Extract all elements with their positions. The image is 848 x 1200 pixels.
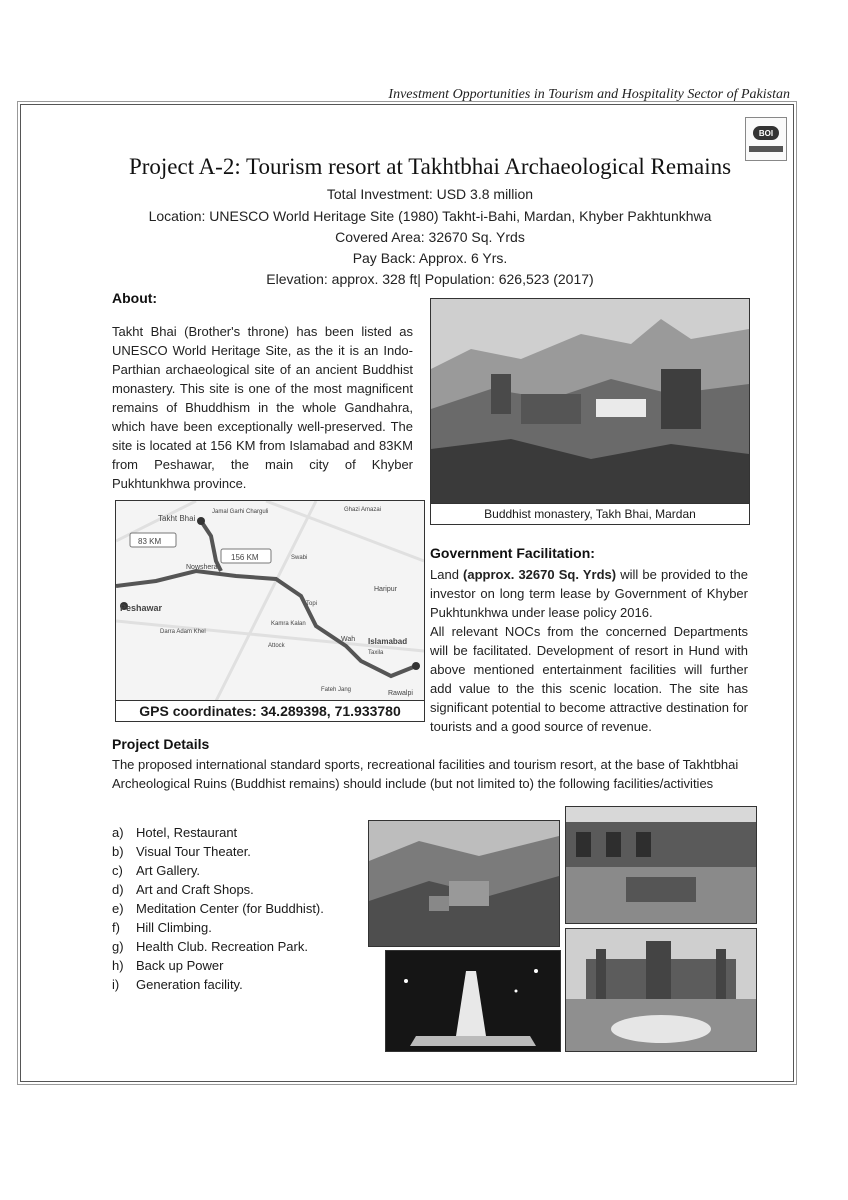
facility-item — [112, 937, 324, 956]
boi-logo-tagline — [749, 146, 783, 152]
map-label-dist-83: 83 KM — [138, 537, 162, 546]
hills-village-photo — [368, 820, 560, 947]
ruins-drawing — [566, 807, 756, 923]
gps-coordinates: GPS coordinates: 34.289398, 71.933780 — [115, 700, 425, 722]
map-label-ghazi: Ghazi Amazai — [344, 507, 382, 513]
route-map-drawing — [116, 501, 424, 701]
facility-text: Art Gallery. — [136, 863, 201, 878]
project-details-text: The proposed international standard sports, recreational facilities and tourism resort, at the base of Takhtbhai Archeological Ruins (Buddhist remains) should include (but not limited to) the following facilities/activities — [112, 757, 739, 791]
facility-item — [112, 975, 324, 994]
facility-item — [112, 842, 324, 861]
map-label-wah: Wah — [341, 636, 356, 643]
facility-text: Visual Tour Theater. — [136, 844, 251, 859]
palace-garden-photo — [565, 928, 757, 1052]
land-prefix: Land — [430, 567, 464, 582]
about-heading: About: — [112, 290, 158, 306]
map-label-dist-156: 156 KM — [231, 553, 259, 562]
project-title: Project A-2: Tourism resort at Takhtbhai Archaeological Remains — [128, 154, 732, 179]
map-label-nowshera: Nowshera — [186, 564, 218, 571]
map-label-haripur: Haripur — [374, 586, 397, 593]
facility-item — [112, 880, 324, 899]
facilitation-heading: Government Facilitation: — [430, 545, 595, 561]
facility-text: Hotel, Restaurant — [136, 825, 238, 840]
map-label-attock: Attock — [268, 643, 285, 649]
facility-marker: i) — [112, 977, 120, 992]
map-label-peshawar: Peshawar — [120, 603, 163, 613]
map-label-dara: Darra Adam Khel — [160, 629, 206, 635]
facility-item — [112, 899, 324, 918]
land-rest: will be provided to the investor on long term lease by Government of Khyber Pukhtunkhwa under lease policy 2016. — [430, 567, 748, 620]
map-label-kamra: Kamra Kalan — [271, 621, 306, 627]
facilitation-noc-text: All relevant NOCs from the concerned Departments will be facilitated. Development of resort in Hund with above mentioned entertainment facilities will further add value to the this scenic location. The site has significant potential to become attractive destination for tourists and a good source of revenue. — [430, 624, 748, 734]
facilities-list — [112, 823, 324, 994]
facility-marker: h) — [112, 958, 124, 973]
facility-marker: c) — [112, 863, 123, 878]
land-area-bold: (approx. 32670 Sq. Yrds) — [463, 567, 617, 582]
ruins-photo — [565, 806, 757, 924]
covered-area: Covered Area: 32670 Sq. Yrds — [335, 229, 525, 245]
project-location: Location: UNESCO World Heritage Site (1980) Takht-i-Bahi, Mardan, Khyber Pakhtunkhwa — [148, 208, 712, 224]
facility-item — [112, 823, 324, 842]
facility-item — [112, 861, 324, 880]
facility-marker: e) — [112, 901, 124, 916]
monastery-photo — [430, 298, 750, 505]
facility-marker: g) — [112, 939, 124, 954]
facility-item — [112, 956, 324, 975]
elevation-population: Elevation: approx. 328 ft| Population: 626,523 (2017) — [266, 271, 594, 287]
facility-text: Health Club. Recreation Park. — [136, 939, 308, 954]
facility-text: Meditation Center (for Buddhist). — [136, 901, 324, 916]
map-label-fateh-jang: Fateh Jang — [321, 687, 352, 693]
facility-marker: b) — [112, 844, 124, 859]
pay-back: Pay Back: Approx. 6 Yrs. — [352, 250, 508, 266]
total-investment: Total Investment: USD 3.8 million — [326, 186, 534, 202]
facility-text: Hill Climbing. — [136, 920, 212, 935]
facility-text: Generation facility. — [136, 977, 243, 992]
map-label-taxila: Taxila — [368, 650, 384, 656]
facility-text: Art and Craft Shops. — [136, 882, 254, 897]
facilitation-land-text — [430, 565, 748, 622]
night-monument-photo — [385, 950, 561, 1052]
boi-logo-badge: BOI — [753, 126, 779, 140]
map-label-jamal-garhi: Jamal Garhi Charguli — [212, 509, 269, 515]
facility-item — [112, 918, 324, 937]
map-label-takht-bhai: Takht Bhai — [158, 514, 196, 523]
map-label-rawalpindi: Rawalpi — [388, 690, 413, 697]
route-map — [115, 500, 425, 702]
hills-village-drawing — [369, 821, 559, 946]
facility-marker: d) — [112, 882, 124, 897]
facility-marker: f) — [112, 920, 120, 935]
palace-garden-drawing — [566, 929, 756, 1051]
monastery-photo-drawing — [431, 299, 749, 504]
map-label-swabi: Swabi — [291, 555, 308, 561]
night-monument-drawing — [386, 951, 560, 1051]
boi-logo — [745, 117, 787, 161]
facility-text: Back up Power — [136, 958, 224, 973]
facility-marker: a) — [112, 825, 124, 840]
project-details-heading: Project Details — [112, 736, 210, 752]
map-label-topi: Topi — [306, 601, 318, 607]
running-header: Investment Opportunities in Tourism and Hospitality Sector of Pakistan — [388, 87, 790, 102]
map-label-islamabad: Islamabad — [368, 637, 408, 646]
about-text: Takht Bhai (Brother's throne) has been listed as UNESCO World Heritage Site, as the it is an Indo-Parthian archaeological site of an ancient Buddhist monastery. This site is one of the most magnificent remains of Bhuddhism in the whole Gandhahra, which have been exceptionally well-preserved. The site is located at 156 KM from Islamabad and 83KM from Peshawar, the main city of Khyber Pukhtunkhwa province. — [112, 324, 413, 491]
monastery-photo-caption: Buddhist monastery, Takh Bhai, Mardan — [430, 503, 750, 525]
